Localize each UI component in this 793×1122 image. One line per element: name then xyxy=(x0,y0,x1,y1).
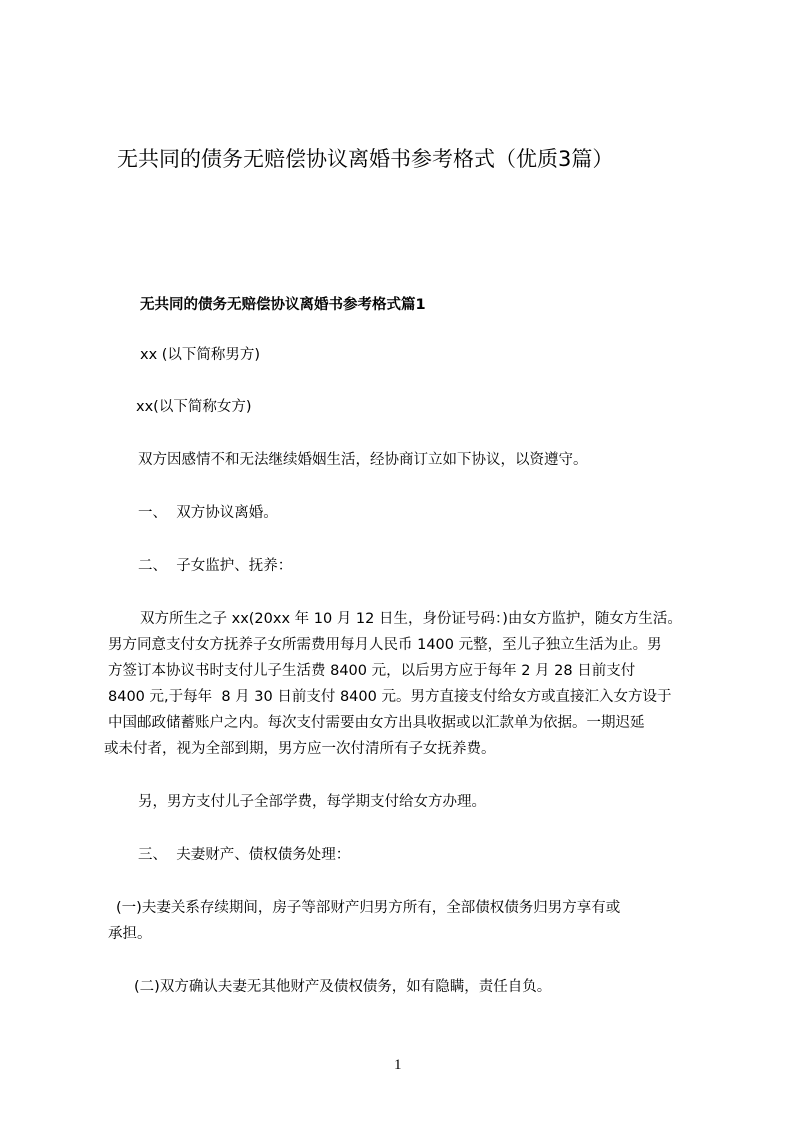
custody-line: 男方同意支付女方抚养子女所需费用每月人民币 1400 元整，至儿子独立生活为止。男 xyxy=(108,637,662,653)
document-title: 无共同的债务无赔偿协议离婚书参考格式（优质3篇） xyxy=(117,147,614,171)
paragraph: 双方因感情不和无法继续婚姻生活，经协商订立如下协议，以资遵守。 xyxy=(138,452,588,468)
section-heading: 无共同的债务无赔偿协议离婚书参考格式篇1 xyxy=(140,297,426,313)
paragraph: xx(以下简称女方) xyxy=(136,399,252,415)
property-line: 承担。 xyxy=(108,926,152,942)
paragraph: 三、 夫妻财产、债权债务处理： xyxy=(138,847,351,863)
custody-line: 或未付者，视为全部到期，男方应一次付清所有子女抚养费。 xyxy=(104,741,496,757)
paragraph: 一、 双方协议离婚。 xyxy=(138,505,278,521)
property-line: (一)夫妻关系存续期间，房子等部财产归男方所有，全部债权债务归男方享有或 xyxy=(116,900,621,916)
paragraph: (二)双方确认夫妻无其他财产及债权债务，如有隐瞒，责任自负。 xyxy=(134,979,552,995)
paragraph: xx (以下简称男方) xyxy=(140,347,261,363)
paragraph: 二、 子女监护、抚养： xyxy=(138,558,293,574)
custody-line: 8400 元,于每年 8 月 30 日前支付 8400 元。男方直接支付给女方或直接汇入女方设于 xyxy=(108,689,672,705)
page-number: 1 xyxy=(394,1057,402,1073)
custody-line: 方签订本协议书时支付儿子生活费 8400 元，以后男方应于每年 2 月 28 日前支付 xyxy=(108,663,636,679)
custody-line: 双方所生之子 xx(20xx 年 10 月 12 日生，身份证号码：)由女方监护，随女方生活。 xyxy=(140,611,682,627)
custody-line: 中国邮政储蓄账户之内。每次支付需要由女方出具收据或以汇款单为依据。一期迟延 xyxy=(108,715,645,731)
paragraph: 另，男方支付儿子全部学费，每学期支付给女方办理。 xyxy=(138,794,486,810)
